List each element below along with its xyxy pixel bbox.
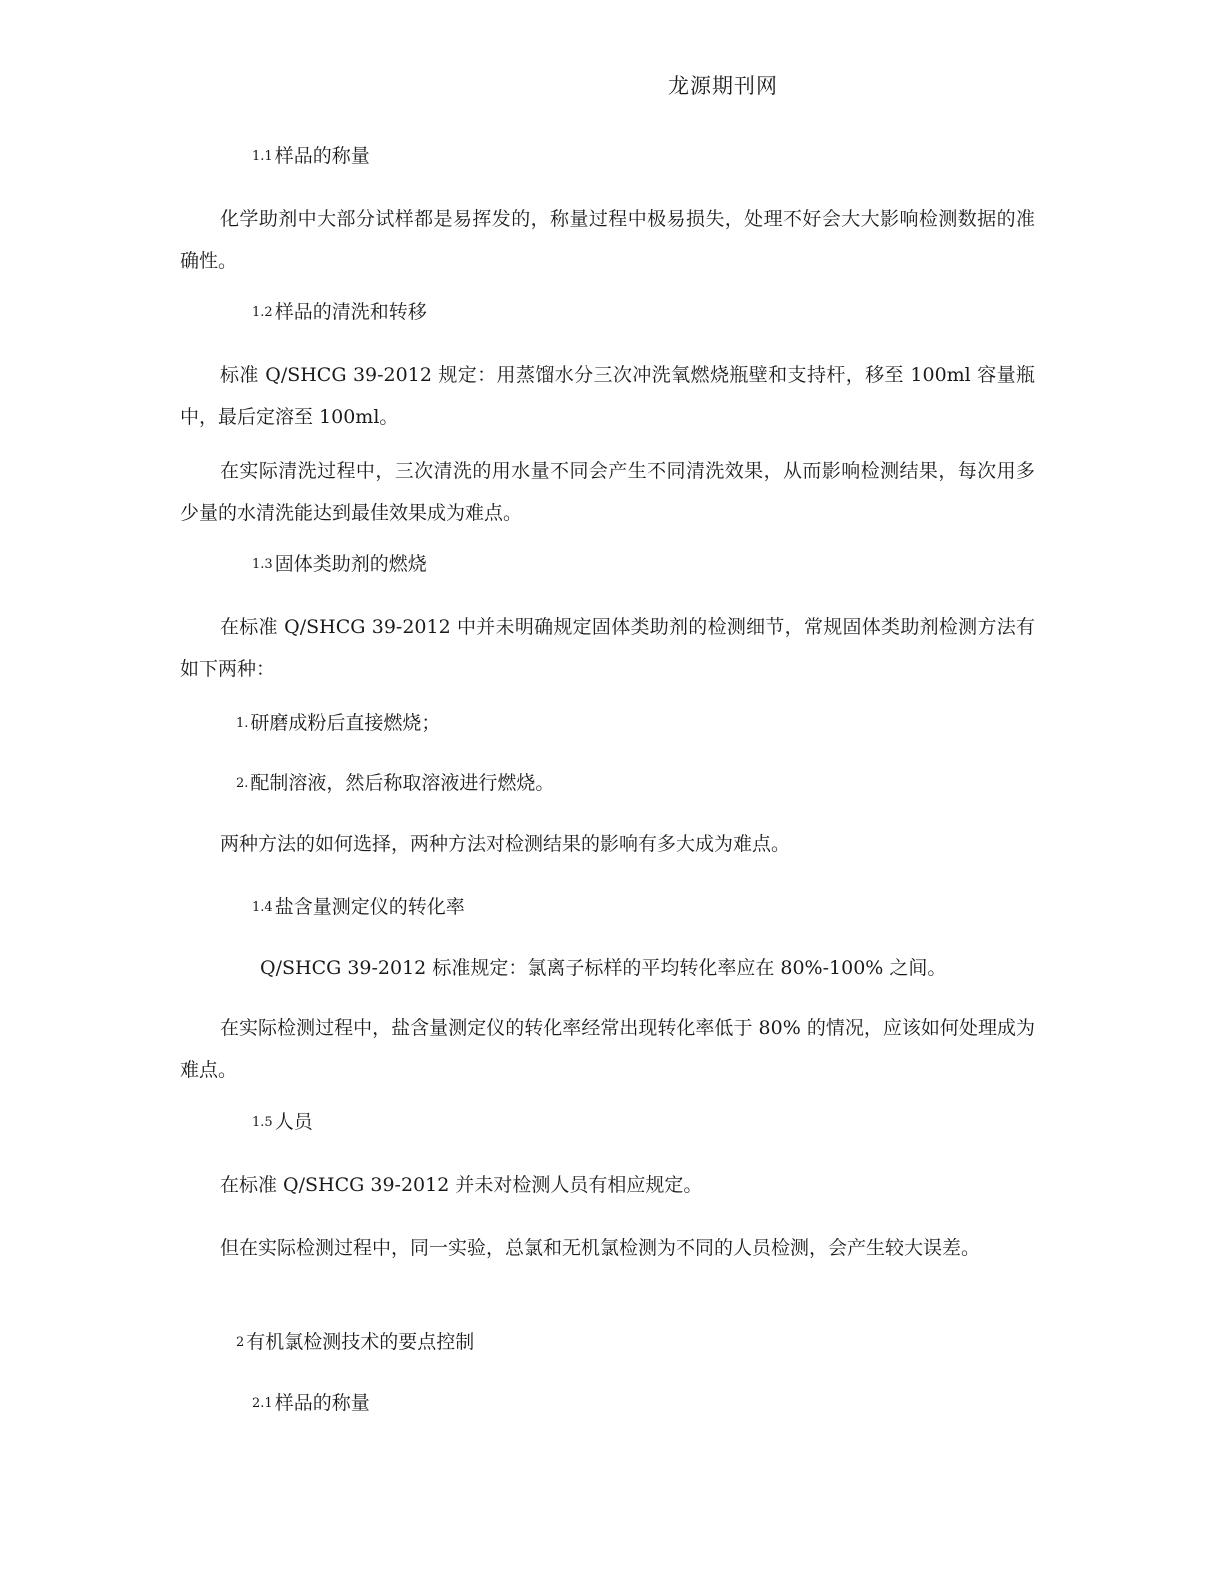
list-number: 2.	[236, 776, 249, 791]
heading-text: 固体类助剂的燃烧	[274, 553, 427, 575]
heading-number: 1.2	[252, 305, 273, 320]
section-heading-1-5	[252, 1107, 313, 1138]
paragraph-1: 化学助剂中大部分试样都是易挥发的，称量过程中极易损失，处理不好会大大影响检测数据的准确性。	[180, 208, 1035, 272]
heading-number: 1.4	[252, 900, 273, 915]
paragraph-6-text: 标准规定：氯离子标样的平均转化率应在 80%-100% 之间。	[432, 957, 947, 979]
paragraph-5: 两种方法的如何选择，两种方法对检测结果的影响有多大成为难点。	[220, 833, 791, 855]
heading-text: 有机氯检测技术的要点控制	[246, 1331, 475, 1353]
paragraph-2: 标准 Q/SHCG 39-2012 规定：用蒸馏水分三次冲洗氧燃烧瓶壁和支持杆，移至 100ml 容量瓶中，最后定溶至 100ml。	[180, 364, 1035, 428]
list-text: 配制溶液，然后称取溶液进行燃烧。	[250, 772, 555, 794]
heading-number: 1.3	[252, 557, 273, 572]
paragraph-9: 但在实际检测过程中，同一实验，总氯和无机氯检测为不同的人员检测，会产生较大误差。	[220, 1237, 981, 1259]
section-heading-1-1	[252, 141, 370, 172]
section-heading-1-3	[252, 549, 427, 580]
journal-header: 龙源期刊网	[668, 74, 778, 98]
paragraph-8: 在标准 Q/SHCG 39-2012 并未对检测人员有相应规定。	[220, 1174, 703, 1196]
heading-number: 1.1	[252, 149, 273, 164]
list-item-1	[236, 708, 440, 739]
heading-text: 盐含量测定仪的转化率	[274, 896, 465, 918]
paragraph-6	[260, 953, 946, 983]
list-number: 1.	[236, 716, 249, 731]
paragraph-4: 在标准 Q/SHCG 39-2012 中并未明确规定固体类助剂的检测细节，常规固体类助剂检测方法有如下两种：	[180, 616, 1035, 680]
heading-text: 样品的清洗和转移	[274, 301, 427, 323]
section-heading-1-4	[252, 892, 465, 923]
heading-number: 2	[236, 1335, 245, 1350]
heading-text: 样品的称量	[274, 1392, 370, 1414]
heading-text: 人员	[274, 1111, 313, 1133]
section-heading-2	[236, 1327, 474, 1358]
section-heading-1-2	[252, 297, 427, 328]
paragraph-3: 在实际清洗过程中，三次清洗的用水量不同会产生不同清洗效果，从而影响检测结果，每次用多少量的水清洗能达到最佳效果成为难点。	[180, 460, 1035, 524]
section-heading-2-1	[252, 1388, 370, 1419]
standard-code: Q/SHCG 39-2012	[260, 957, 427, 979]
list-item-2	[236, 768, 554, 799]
list-text: 研磨成粉后直接燃烧；	[250, 712, 441, 734]
heading-number: 1.5	[252, 1115, 273, 1130]
heading-number: 2.1	[252, 1396, 273, 1411]
paragraph-7: 在实际检测过程中，盐含量测定仪的转化率经常出现转化率低于 80% 的情况，应该如何处理成为难点。	[180, 1017, 1035, 1081]
heading-text: 样品的称量	[274, 145, 370, 167]
